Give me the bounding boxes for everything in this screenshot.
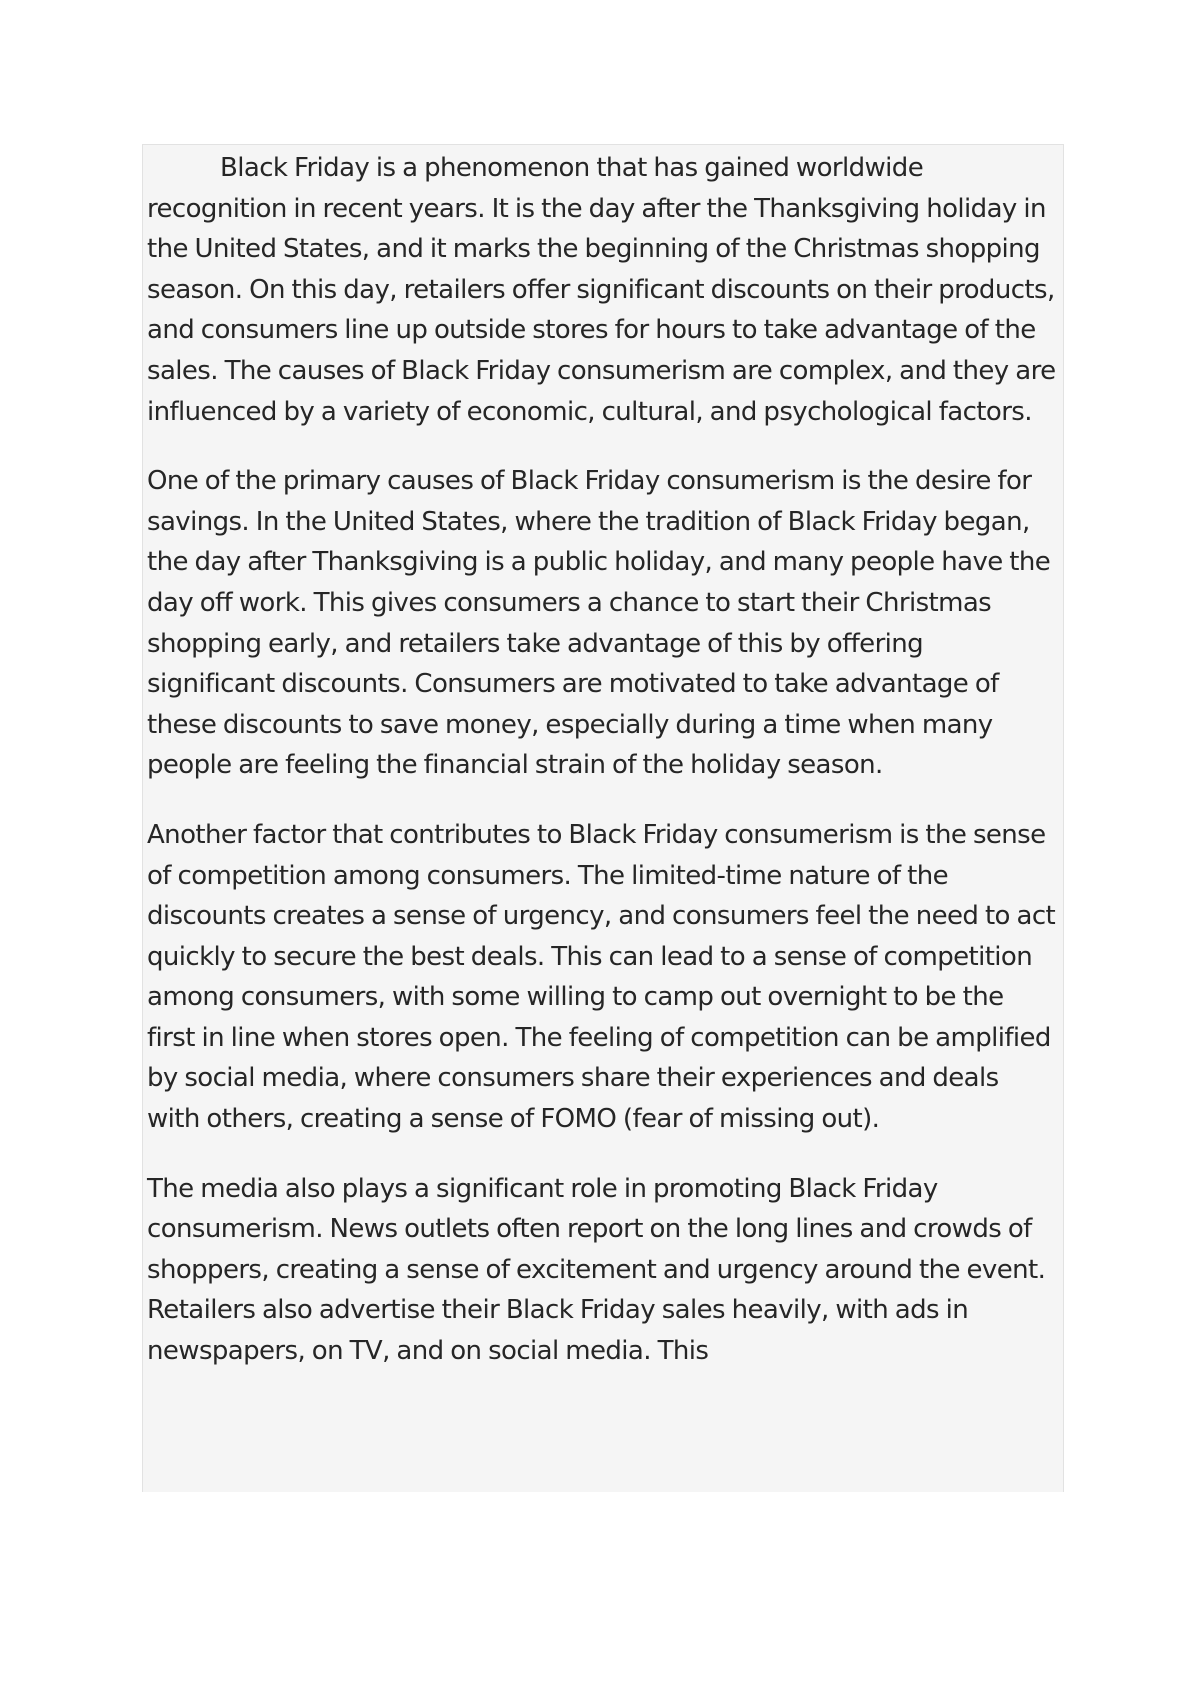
paragraph-3: Another factor that contributes to Black Friday consumerism is the sense of competition among consumers. The limited-time nature of the discounts creates a sense of urgency, and consumers feel the need to act quickly to secure the best deals. This can lead to a sense of competition among consumers, with some willing to camp out overnight to be the first in line when stores open. The feeling of competition can be amplified by social media, where consumers share their experiences and deals with others, creating a sense of FOMO (fear of missing out). — [147, 819, 1056, 1135]
paragraph-2: One of the primary causes of Black Friday consumerism is the desire for savings. In the United States, where the tradition of Black Friday began, the day after Thanksgiving is a public holiday, and many people have the day off work. This gives consumers a chance to start their Christmas shopping early, and retailers take advantage of this by offering significant discounts. Consumers are motivated to take advantage of these discounts to save money, especially during a time when many people are feeling the financial strain of the holiday season. — [147, 466, 1051, 781]
text-block — [142, 144, 1064, 1492]
paragraph-4: The media also plays a significant role in promoting Black Friday consumerism. News outlets often report on the long lines and crowds of shoppers, creating a sense of excitement and urgency around the event. Retailers also advertise their Black Friday sales heavily, with ads in newspapers, on TV, and on social media. This — [147, 1173, 1046, 1367]
paragraph-1: Black Friday is a phenomenon that has gained worldwide recognition in recent years. It is the day after the Thanksgiving holiday in the United States, and it marks the beginning of the Christmas shopping season. On this day, retailers offer significant discounts on their products, and consumers line up outside stores for hours to take advantage of the sales. The causes of Black Friday consumerism are complex, and they are influenced by a variety of economic, cultural, and psychological factors. — [147, 153, 1056, 427]
